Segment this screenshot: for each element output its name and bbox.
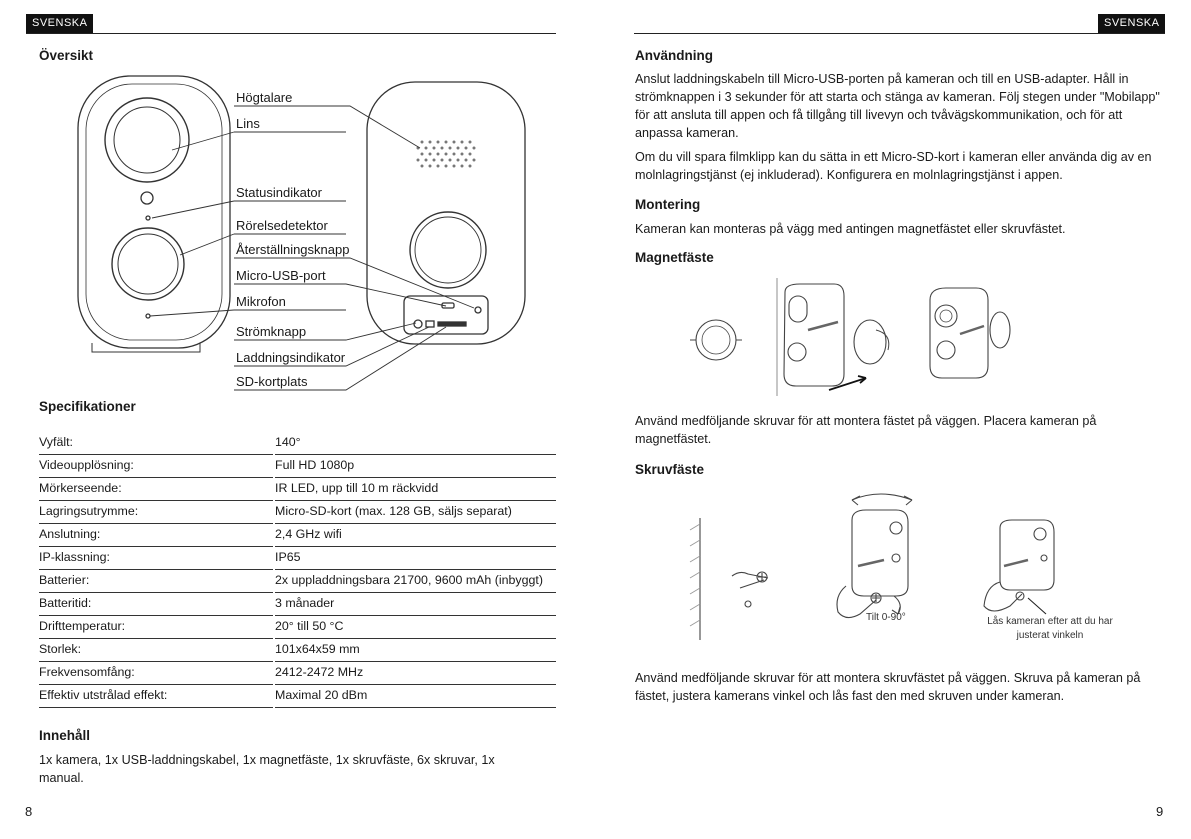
spec-key: Vyfält: [39, 435, 73, 449]
callout-sd-card-slot: SD-kortplats [236, 374, 308, 389]
page-number-left: 8 [25, 804, 33, 819]
spec-value: 101x64x59 mm [275, 642, 360, 656]
small-sensor-dot [146, 216, 150, 220]
port-panel [404, 296, 488, 334]
spec-row [39, 455, 556, 478]
spec-key: Effektiv utstrålad effekt: [39, 688, 168, 702]
language-tag-right: SVENSKA [1098, 14, 1165, 33]
overview-heading: Översikt [39, 48, 94, 63]
spec-key: Anslutning: [39, 527, 101, 541]
contents-text: 1x kamera, 1x USB-laddningskabel, 1x magnetfäste, 1x skruvfäste, 6x skruvar, 1x manual. [39, 753, 495, 785]
rotate-arrow [852, 494, 912, 500]
lock-label: Lås kameran efter att du har justerat vinkeln [987, 616, 1113, 641]
mount-ring [410, 212, 486, 288]
camera-front-outline [78, 76, 230, 348]
callout-motion-detector: Rörelsedetektor [236, 218, 328, 233]
callout-speaker: Högtalare [236, 90, 293, 105]
speaker-grille [417, 141, 476, 168]
micro-usb-port [442, 303, 454, 308]
camera-lens-mounted [935, 305, 957, 327]
spec-row [39, 685, 556, 708]
lens-outer-ring [105, 98, 189, 182]
camera-side-view [784, 284, 844, 386]
callout-charge-indicator: Laddningsindikator [236, 350, 346, 365]
usage-paragraph-1: Anslut laddningskabeln till Micro-USB-porten på kameran och till en USB-adapter. Håll in strömknappen i 3 sekunder för att starta och stänga av kameran. Följ stegen under "Mobilapp" för att ansluta till appen och få tillgång till livevyn och tvåvägskommunikation, och för att anpassa kameran. [635, 72, 1160, 140]
spec-key: Lagringsutrymme: [39, 504, 139, 518]
reset-hole [475, 307, 481, 313]
spec-key: Frekvensomfång: [39, 665, 135, 679]
screw-bracket [732, 572, 768, 578]
tilt-label: Tilt 0-90° [866, 612, 906, 623]
camera-back-outline [367, 82, 525, 344]
spec-row [39, 616, 556, 639]
contents-heading: Innehåll [39, 728, 91, 743]
camera-mounted-view [930, 288, 988, 378]
magnet-mount-text: Använd medföljande skruvar för att montera fästet på väggen. Placera kameran på magnetfästet. [635, 414, 1097, 446]
arrow-line [829, 378, 866, 390]
status-indicator-dot [141, 192, 153, 204]
spec-row [39, 524, 556, 547]
header-rule-left [26, 33, 556, 34]
header-rule-right [634, 33, 1165, 34]
spec-key: Drifttemperatur: [39, 619, 126, 633]
callout-status-indicator: Statusindikator [236, 185, 322, 200]
spec-value: 2x uppladdningsbara 21700, 9600 mAh (inbyggt) [275, 573, 543, 587]
magnet-plate [696, 320, 736, 360]
screw-head [757, 572, 767, 582]
specs-heading: Specifikationer [39, 399, 136, 414]
spec-row [39, 432, 556, 455]
callout-reset-button: Återställningsknapp [236, 242, 350, 257]
spec-value: Full HD 1080p [275, 458, 355, 472]
mounting-text: Kameran kan monteras på vägg med antingen magnetfästet eller skruvfästet. [635, 222, 1066, 236]
spec-row [39, 593, 556, 616]
camera-pir-side [788, 343, 806, 361]
callout-power-button: Strömknapp [236, 324, 307, 339]
camera-pir-mounted [937, 341, 955, 359]
spec-value: Maximal 20 dBm [275, 688, 368, 702]
screw-mount-text: Använd medföljande skruvar för att montera skruvfästet på väggen. Skruva på kameran på fästet, justera kamerans vinkel och lås fast den med skruven under kameran. [635, 671, 1141, 703]
camera-on-screw-mount [852, 510, 908, 596]
callout-microphone: Mikrofon [236, 294, 286, 309]
motion-detector [112, 228, 184, 300]
spec-value: 2412-2472 MHz [275, 665, 364, 679]
magnet-disc-mounted [990, 312, 1010, 348]
sd-card-slot [438, 322, 466, 326]
camera-lens-side [789, 296, 807, 322]
charge-led [426, 321, 434, 327]
spec-key: IP-klassning: [39, 550, 110, 564]
usage-heading: Användning [635, 48, 713, 63]
wall-hatching [690, 524, 700, 626]
spec-row [39, 570, 556, 593]
spec-row [39, 501, 556, 524]
spec-key: Videoupplösning: [39, 458, 134, 472]
power-button [414, 320, 422, 328]
spec-key: Mörkerseende: [39, 481, 122, 495]
spec-value: 2,4 GHz wifi [275, 527, 342, 541]
spec-key: Storlek: [39, 642, 82, 656]
screw-mount-heading: Skruvfäste [635, 462, 705, 477]
callout-lens: Lins [236, 116, 260, 131]
magnet-mount-heading: Magnetfäste [635, 250, 714, 265]
camera-front-inner-outline [86, 84, 222, 340]
camera-stripe [808, 322, 838, 330]
spec-value: 20° till 50 °C [275, 619, 344, 633]
spec-row [39, 547, 556, 570]
spec-value: 140° [275, 435, 301, 449]
lens [114, 107, 180, 173]
spec-value: 3 månader [275, 596, 335, 610]
spec-value: IP65 [275, 550, 301, 564]
magnet-disc [854, 320, 886, 364]
camera-locked [1000, 520, 1054, 590]
microphone-hole [146, 314, 150, 318]
page-number-right: 9 [1156, 804, 1164, 819]
spec-row [39, 662, 556, 685]
screw-mount-base-locked [984, 582, 1022, 611]
mounting-heading: Montering [635, 197, 701, 212]
spec-key: Batterier: [39, 573, 90, 587]
lock-pointer-line [1028, 598, 1046, 614]
spec-key: Batteritid: [39, 596, 92, 610]
language-tag-left: SVENSKA [26, 14, 93, 33]
spec-value: Micro-SD-kort (max. 128 GB, säljs separat) [275, 504, 512, 518]
spec-row [39, 478, 556, 501]
usage-paragraph-2: Om du vill spara filmklipp kan du sätta in ett Micro-SD-kort i kameran eller använda dig av en molnlagringstjänst (ej inkluderad). Konfigurera en molnlagringstjänst i appen. [635, 150, 1152, 182]
callout-micro-usb-port: Micro-USB-port [236, 268, 326, 283]
spec-row [39, 639, 556, 662]
spec-value: IR LED, upp till 10 m räckvidd [275, 481, 439, 495]
